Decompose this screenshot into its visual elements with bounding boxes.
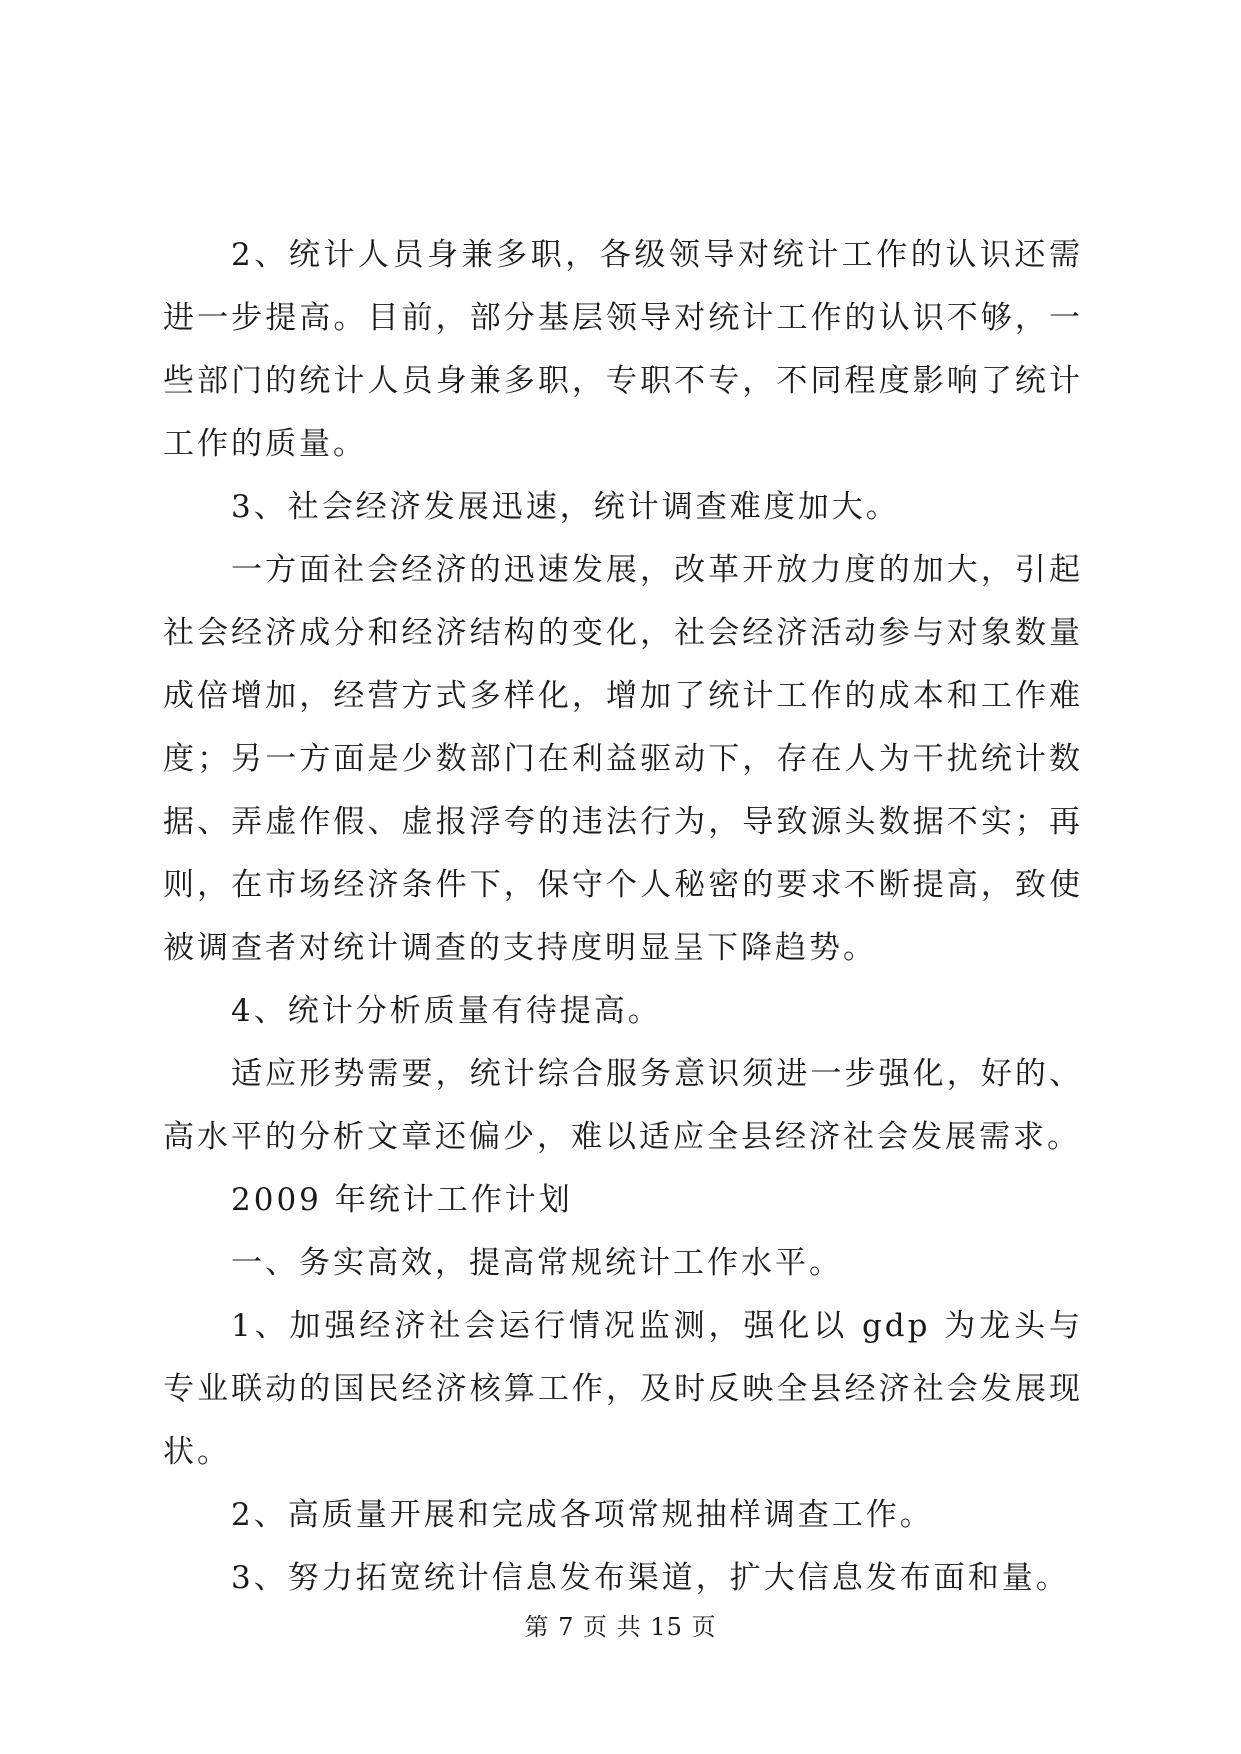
paragraph-analysis-quality-detail: 适应形势需要，统计综合服务意识须进一步强化，好的、高水平的分析文章还偏少，难以适应全县经济社会发展需求。	[163, 1056, 1083, 1155]
paragraph-survey-difficulty-heading: 3、社会经济发展迅速，统计调查难度加大。	[231, 489, 900, 525]
paragraph-survey-difficulty-detail: 一方面社会经济的迅速发展，改革开放力度的加大，引起社会经济成分和经济结构的变化，社会经济活动参与对象数量成倍增加，经营方式多样化，增加了统计工作的成本和工作难度；另一方面是少数部门在利益驱动下，存在人为干扰统计数据、弄虚作假、虚报浮夸的违法行为，导致源头数据不实；再则，在市场经济条件下，保守个人秘密的要求不断提高，致使被调查者对统计调查的支持度明显呈下降趋势。	[163, 552, 1083, 966]
paragraph-analysis-quality-heading: 4、统计分析质量有待提高。	[231, 993, 662, 1029]
plan-subitem-1: 1、加强经济社会运行情况监测，强化以 gdp 为龙头与专业联动的国民经济核算工作，及时反映全县经济社会发展现状。	[163, 1308, 1083, 1470]
plan-item-heading-1: 一、务实高效，提高常规统计工作水平。	[231, 1245, 843, 1281]
page-number-footer: 第 7 页 共 15 页	[524, 1613, 717, 1641]
plan-subitem-2: 2、高质量开展和完成各项常规抽样调查工作。	[231, 1497, 934, 1533]
paragraph-staff-multiple-roles: 2、统计人员身兼多职，各级领导对统计工作的认识还需进一步提高。目前，部分基层领导对统计工作的认识不够，一些部门的统计人员身兼多职，专职不专，不同程度影响了统计工作的质量。	[163, 237, 1083, 462]
plan-subitem-3: 3、努力拓宽统计信息发布渠道，扩大信息发布面和量。	[231, 1560, 1070, 1596]
section-title-work-plan: 2009 年统计工作计划	[231, 1182, 573, 1218]
document-body	[163, 224, 1083, 1610]
